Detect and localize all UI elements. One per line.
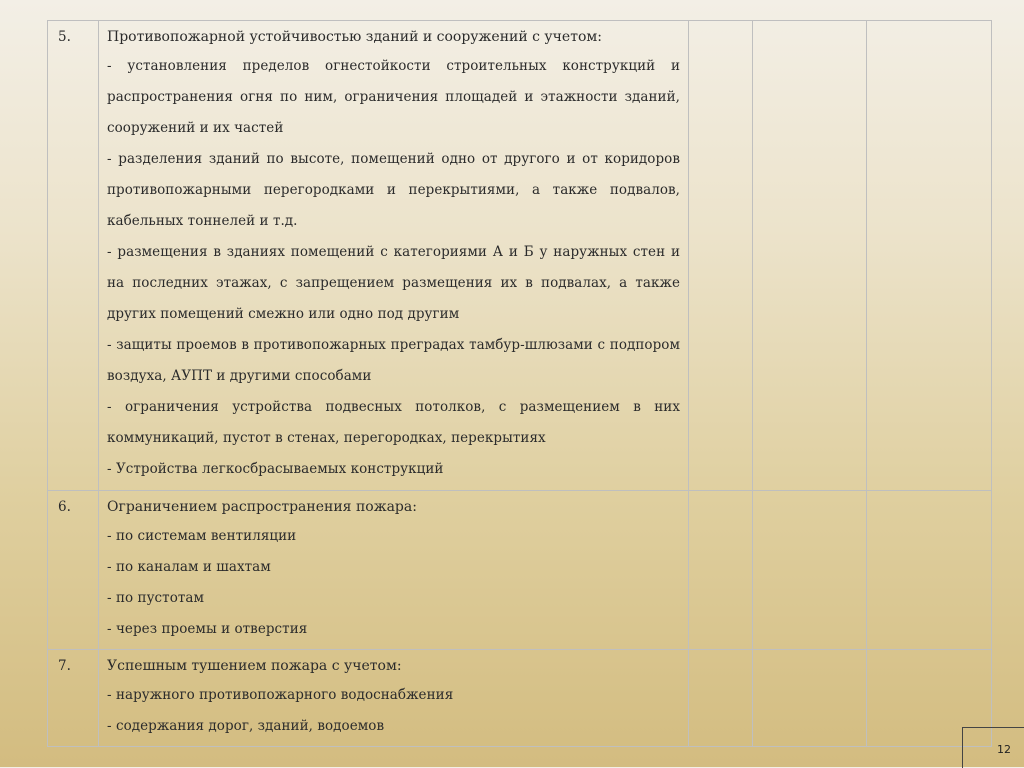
empty-cell (689, 650, 753, 747)
list-item: - по каналам и шахтам (107, 559, 271, 575)
list-item: - по пустотам (107, 590, 205, 606)
row-content-cell (99, 21, 689, 491)
page-number: 12 (997, 743, 1011, 756)
empty-cell (689, 21, 753, 491)
empty-cell (867, 21, 992, 491)
requirements-table-container (47, 20, 991, 742)
empty-cell (753, 650, 867, 747)
list-item: - наружного противопожарного водоснабжения (107, 687, 454, 703)
list-item: - содержания дорог, зданий, водоемов (107, 718, 385, 734)
row-heading: Противопожарной устойчивостью зданий и сооружений с учетом: (107, 29, 602, 45)
list-item: - Устройства легкосбрасываемых конструкций (107, 461, 444, 477)
empty-cell (867, 491, 992, 650)
row-heading: Успешным тушением пожара с учетом: (107, 658, 402, 674)
list-item: - установления пределов огнестойкости строительных конструкций и распространения огня по ним, ограничения площадей и этажности зданий, сооружений и их частей (107, 58, 680, 136)
list-item: - защиты проемов в противопожарных преградах тамбур-шлюзами с подпором воздуха, АУПТ и другими способами (107, 337, 680, 384)
row-number: 7. (58, 658, 71, 674)
list-item: - по системам вентиляции (107, 528, 297, 544)
table-row (48, 21, 992, 491)
empty-cell (753, 21, 867, 491)
row-content-cell (99, 491, 689, 650)
row-number-cell (48, 491, 99, 650)
table-row (48, 491, 992, 650)
row-heading: Ограничением распространения пожара: (107, 499, 417, 515)
row-number: 6. (58, 499, 71, 515)
row-number: 5. (58, 29, 71, 45)
table-row (48, 650, 992, 747)
row-number-cell (48, 21, 99, 491)
empty-cell (689, 491, 753, 650)
list-item: - ограничения устройства подвесных потолков, с размещением в них коммуникаций, пустот в стенах, перегородках, перекрытиях (107, 399, 680, 446)
row-number-cell (48, 650, 99, 747)
empty-cell (753, 491, 867, 650)
page-number-box (962, 727, 1024, 768)
list-item: - через проемы и отверстия (107, 621, 308, 637)
list-item: - размещения в зданиях помещений с категориями А и Б у наружных стен и на последних этажах, с запрещением размещения их в подвалах, а также других помещений смежно или одно под другим (107, 244, 680, 322)
row-content-cell (99, 650, 689, 747)
requirements-table (47, 20, 992, 747)
list-item: - разделения зданий по высоте, помещений одно от другого и от коридоров противопожарными перегородками и перекрытиями, а также подвалов, кабельных тоннелей и т.д. (107, 151, 680, 229)
